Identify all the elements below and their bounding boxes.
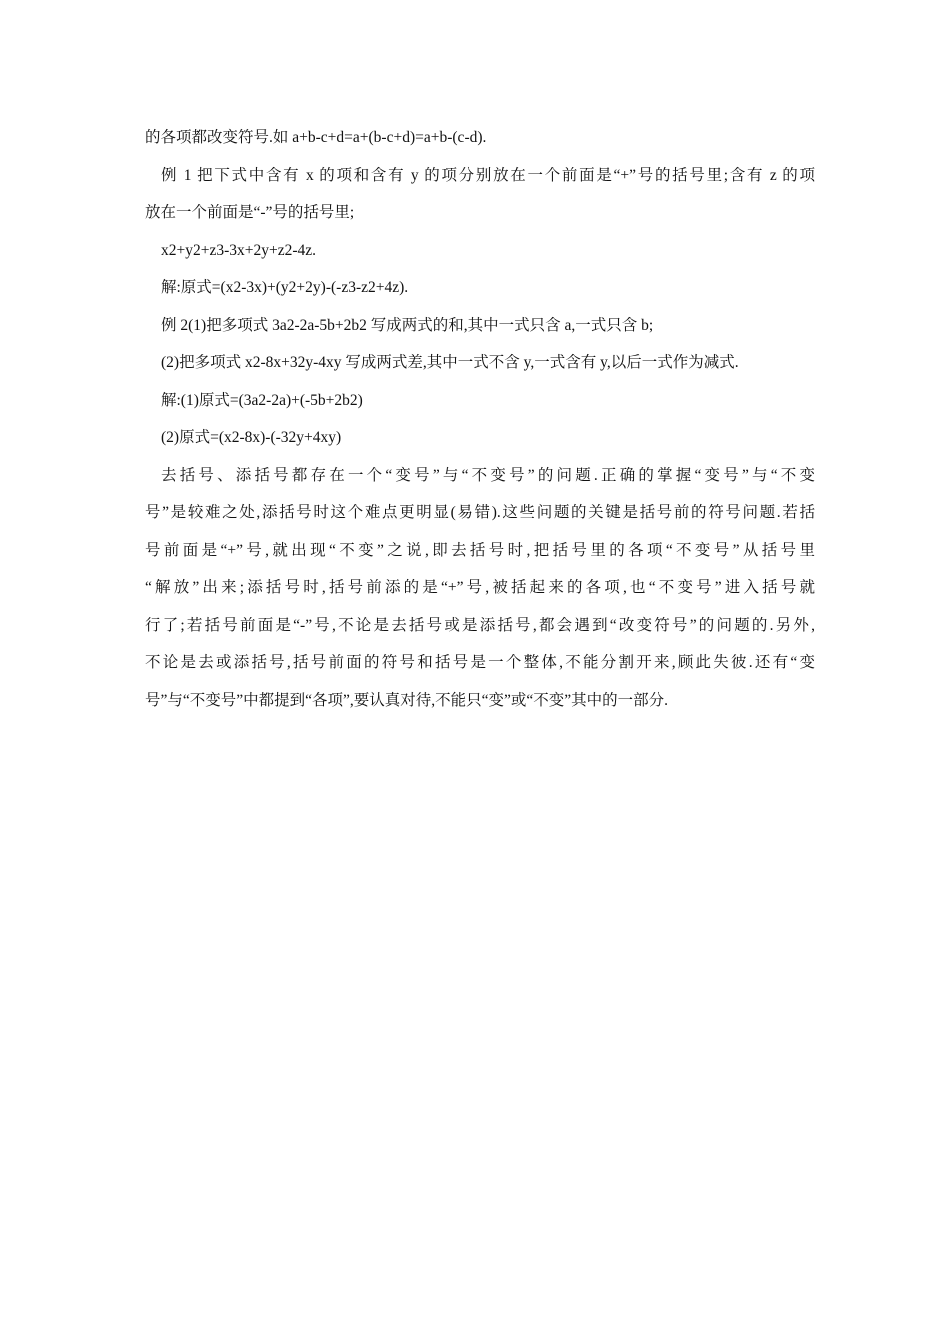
text-line-7: (2)把多项式 x2-8x+32y-4xy 写成两式差,其中一式不含 y,一式含有 y,以后一式作为减式.	[161, 354, 739, 371]
text-line-8: 解:(1)原式=(3a2-2a)+(-5b+2b2)	[161, 391, 363, 409]
text-line-9: (2)原式=(x2-8x)-(-32y+4xy)	[161, 429, 342, 446]
text-line-12: 号前面是“+”号,就出现“不变”之说,即去括号时,把括号里的各项“不变号”从括号里	[145, 541, 815, 559]
text-line-13: “解放”出来;添括号时,括号前添的是“+”号,被括起来的各项,也“不变号”进入括号就	[145, 579, 815, 596]
text-line-5: 解:原式=(x2-3x)+(y2+2y)-(-z3-z2+4z).	[161, 279, 409, 296]
text-line-14: 行了;若括号前面是“-”号,不论是去括号或是添括号,都会遇到“改变符号”的问题的.另外,	[145, 616, 815, 634]
text-line-1: 的各项都改变符号.如 a+b-c+d=a+(b-c+d)=a+b-(c-d).	[145, 129, 487, 146]
text-line-3: 放在一个前面是“-”号的括号里;	[145, 204, 355, 221]
text-line-11: 号”是较难之处,添括号时这个难点更明显(易错).这些问题的关键是括号前的符号问题.若括	[145, 504, 815, 521]
document-body	[145, 124, 815, 724]
text-line-15: 不论是去或添括号,括号前面的符号和括号是一个整体,不能分割开来,顾此失彼.还有“变	[145, 654, 815, 671]
text-line-10: 去括号、添括号都存在一个“变号”与“不变号”的问题.正确的掌握“变号”与“不变	[161, 466, 815, 484]
text-line-2: 例 1 把下式中含有 x 的项和含有 y 的项分别放在一个前面是“+”号的括号里;含有 z 的项	[161, 166, 815, 184]
text-line-6: 例 2(1)把多项式 3a2-2a-5b+2b2 写成两式的和,其中一式只含 a,一式只含 b;	[161, 316, 654, 334]
text-line-4: x2+y2+z3-3x+2y+z2-4z.	[161, 241, 317, 259]
text-line-16: 号”与“不变号”中都提到“各项”,要认真对待,不能只“变”或“不变”其中的一部分.	[145, 691, 669, 709]
